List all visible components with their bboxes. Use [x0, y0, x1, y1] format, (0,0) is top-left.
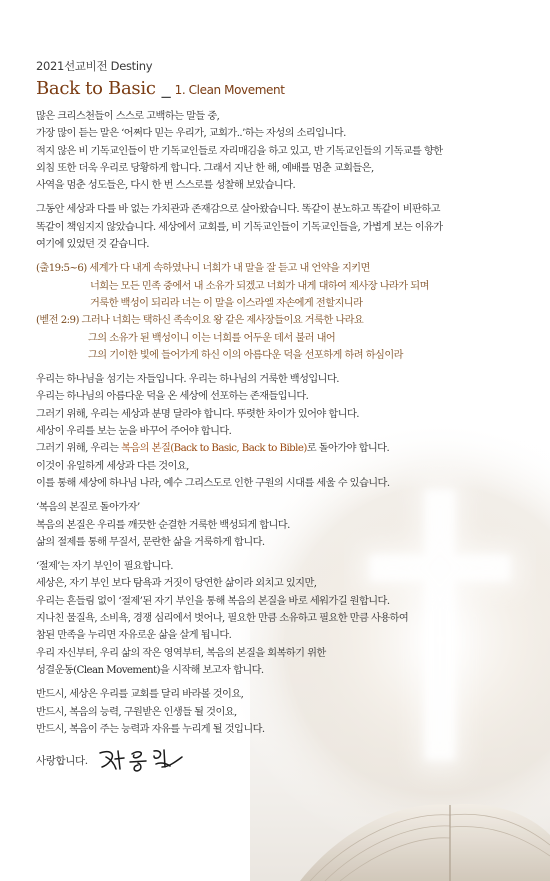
- text-line: 이를 통해 세상에 하나님 나라, 예수 그리스도로 인한 구원의 시대를 세울 수 있습니다.: [36, 477, 390, 489]
- paragraph-4: [36, 499, 516, 551]
- scripture-line: 그의 소유가 된 백성이니 이는 너희를 어두운 데서 불러 내어: [88, 332, 336, 344]
- scripture-block: [36, 260, 516, 364]
- text-line: 이것이 유일하게 세상과 다른 것이요,: [36, 460, 189, 472]
- text-line: 삶의 절제를 통해 무질서, 문란한 삶을 거룩하게 합니다.: [36, 536, 265, 548]
- text-line: 우리는 하나님의 아름다운 덕을 온 세상에 선포하는 존재들입니다.: [36, 391, 309, 403]
- text-line: 사역을 멈춘 성도들은, 다시 한 번 스스로를 성찰해 보았습니다.: [36, 180, 296, 192]
- text-line-highlight: [36, 440, 516, 457]
- paragraph-1: [36, 108, 516, 194]
- title-row: [36, 78, 516, 99]
- scripture-line: 거룩한 백성이 되리라 너는 이 말을 이스라엘 자손에게 전할지니라: [90, 297, 363, 309]
- signature-icon: [96, 745, 188, 775]
- text-line: 반드시, 복음의 능력, 구원받은 인생들 될 것이요,: [36, 706, 237, 718]
- text-fragment: 로 돌아가야 합니다.: [306, 443, 390, 455]
- text-line: 외침 또한 더욱 우리로 당황하게 합니다. 그래서 지난 한 해, 예배를 멈춘 교회들은,: [36, 162, 374, 174]
- text-line: 가장 많이 듣는 말은 ‘어쩌다 믿는 우리가, 교회가..’하는 자성의 소리입니다.: [36, 128, 346, 140]
- scripture-line: 그의 기이한 빛에 들어가게 하신 이의 아름다운 덕을 선포하게 하려 하심이라: [88, 349, 403, 361]
- text-line: ‘절제’는 자기 부인이 필요합니다.: [36, 561, 173, 573]
- text-line: 성결운동(Clean Movement)을 시작해 보고자 합니다.: [36, 664, 264, 676]
- text-fragment: 그러기 위해, 우리는: [36, 443, 122, 455]
- scripture-line: (출19:5~6) 세계가 다 내게 속하였나니 너희가 내 말을 잘 듣고 내 언약을 지키면: [36, 263, 370, 275]
- kicker: 2021선교비전 Destiny: [36, 59, 153, 73]
- text-line: 반드시, 세상은 우리를 교회를 달리 바라볼 것이요,: [36, 689, 244, 701]
- text-line: 참된 만족을 누리면 자유로운 삶을 살게 됩니다.: [36, 630, 232, 642]
- page-subtitle: 1. Clean Movement: [174, 83, 285, 97]
- scripture-line: (벧전 2:9) 그러나 너희는 택하신 족속이요 왕 같은 제사장들이요 거룩한 나라요: [36, 315, 364, 327]
- paragraph-2: [36, 201, 516, 253]
- paragraph-3: [36, 371, 516, 492]
- text-line: 세상이 우리를 보는 눈을 바꾸어 주어야 합니다.: [36, 426, 232, 438]
- text-line: 지나친 물질욕, 소비욕, 경쟁 심리에서 벗어나, 필요한 만큼 소유하고 필요한 만큼 사용하여: [36, 613, 409, 625]
- text-line: 우리 자신부터, 우리 삶의 작은 영역부터, 복음의 본질을 회복하기 위한: [36, 647, 326, 659]
- paragraph-6: [36, 686, 516, 738]
- text-line: 많은 크리스천들이 스스로 고백하는 말들 중,: [36, 111, 220, 122]
- text-line: 세상은, 자기 부인 보다 탐욕과 거짓이 당연한 삶이라 외치고 있지만,: [36, 578, 317, 590]
- text-line: 우리는 하나님을 섬기는 자들입니다. 우리는 하나님의 거룩한 백성입니다.: [36, 374, 339, 386]
- text-line: 그동안 세상과 다를 바 없는 가치관과 존재감으로 살아왔습니다. 똑같이 분노하고 똑같이 비판하고: [36, 204, 440, 216]
- closing-text: 사랑합니다.: [36, 754, 88, 767]
- page-title: Back to Basic: [36, 78, 156, 99]
- title-separator: _: [161, 78, 171, 99]
- paragraph-5: [36, 558, 516, 679]
- scripture-line: 너희는 모든 민족 중에서 내 소유가 되겠고 너희가 내게 대하여 제사장 나라가 되며: [90, 280, 429, 292]
- text-line: 반드시, 복음이 주는 능력과 자유를 누리게 될 것입니다.: [36, 723, 265, 735]
- text-line: 여기에 있었던 것 같습니다.: [36, 239, 149, 251]
- document-page: [36, 58, 516, 775]
- text-line: 똑같이 책임지지 않았습니다. 세상에서 교회를, 비 기독교인들이 기독교인들을, 가볍게 보는 이유가: [36, 221, 443, 233]
- signature-row: [36, 745, 516, 775]
- text-line: 적지 않은 비 기독교인들이 반 기독교인들로 자리매김을 하고 있고, 반 기독교인들의 기독교를 향한: [36, 145, 443, 157]
- highlight-text: 복음의 본질(Back to Basic, Back to Bible): [121, 443, 307, 455]
- text-line: ‘복음의 본질로 돌아가자’: [36, 502, 140, 514]
- text-line: 그러기 위해, 우리는 세상과 분명 달라야 합니다. 뚜렷한 차이가 있어야 합니다.: [36, 408, 359, 420]
- text-line: 우리는 흔들림 없이 ‘절제’된 자기 부인을 통해 복음의 본질을 바로 세워가길 원합니다.: [36, 595, 390, 607]
- text-line: 복음의 본질은 우리를 깨끗한 순결한 거룩한 백성되게 합니다.: [36, 519, 290, 531]
